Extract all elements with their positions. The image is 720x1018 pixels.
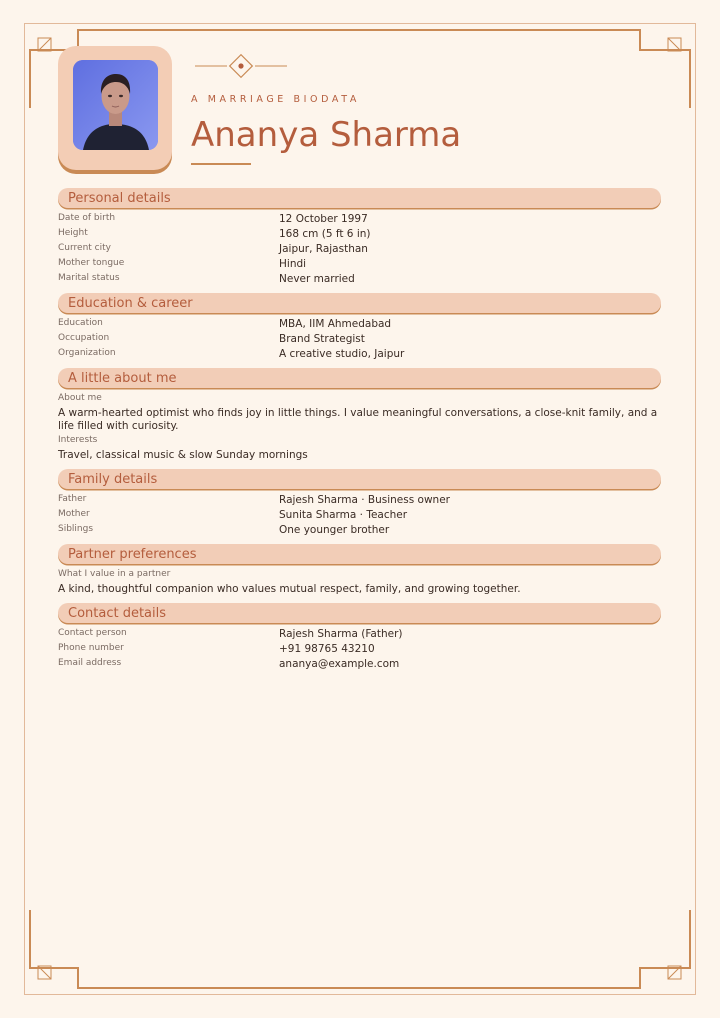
section-title: Education & career (68, 296, 193, 311)
field-value: Never married (279, 273, 355, 285)
section-header-education (58, 293, 661, 313)
field-label: Mother tongue (58, 258, 125, 268)
field-label: Current city (58, 243, 111, 253)
field-label: Email address (58, 658, 122, 668)
field-label: About me (58, 393, 102, 403)
field-value: Brand Strategist (279, 333, 365, 345)
name-underline (191, 163, 251, 165)
section-title: A little about me (68, 371, 177, 386)
person-name: Ananya Sharma (191, 115, 462, 155)
field-label: What I value in a partner (58, 569, 171, 579)
section-header-contact (58, 603, 661, 623)
section-header-family (58, 469, 661, 489)
field-value: ananya@example.com (279, 658, 400, 670)
profile-photo-frame (58, 46, 172, 170)
partner-text: A kind, thoughtful companion who values mutual respect, family, and growing together. (58, 583, 521, 595)
field-value: 168 cm (5 ft 6 in) (279, 228, 371, 240)
section-title: Personal details (68, 191, 171, 206)
diamond-ornament-icon (195, 52, 287, 80)
field-label: Contact person (58, 628, 127, 638)
section-header-partner (58, 544, 661, 564)
field-label: Date of birth (58, 213, 116, 223)
interests-text: Travel, classical music & slow Sunday mornings (58, 449, 308, 461)
field-value: MBA, IIM Ahmedabad (279, 318, 392, 330)
section-title: Family details (68, 472, 158, 487)
field-value: Rajesh Sharma (Father) (279, 628, 403, 640)
field-label: Occupation (58, 333, 110, 343)
section-header-about (58, 368, 661, 388)
about-text: A warm-hearted optimist who finds joy in little things. I value meaningful conversations, a close-knit family, and a life filled with curiosity. (58, 407, 658, 432)
field-value: A creative studio, Jaipur (279, 348, 405, 360)
field-value: +91 98765 43210 (279, 643, 375, 655)
field-label: Height (58, 228, 88, 238)
section-header-personal (58, 188, 661, 208)
field-label: Education (58, 318, 103, 328)
field-value: 12 October 1997 (279, 213, 368, 225)
field-value: Jaipur, Rajasthan (279, 243, 368, 255)
field-value: Sunita Sharma · Teacher (279, 509, 408, 521)
field-value: Hindi (279, 258, 307, 270)
field-value: Rajesh Sharma · Business owner (279, 494, 450, 506)
field-label: Organization (58, 348, 116, 358)
field-label: Siblings (58, 524, 94, 534)
field-label: Phone number (58, 643, 124, 653)
field-value: One younger brother (279, 524, 390, 536)
document-eyebrow: A MARRIAGE BIODATA (191, 94, 361, 105)
field-label: Marital status (58, 273, 120, 283)
field-label: Interests (58, 435, 98, 445)
section-title: Contact details (68, 606, 167, 621)
section-title: Partner preferences (68, 547, 197, 562)
profile-photo (73, 60, 158, 150)
field-label: Mother (58, 509, 90, 519)
field-label: Father (58, 494, 87, 504)
